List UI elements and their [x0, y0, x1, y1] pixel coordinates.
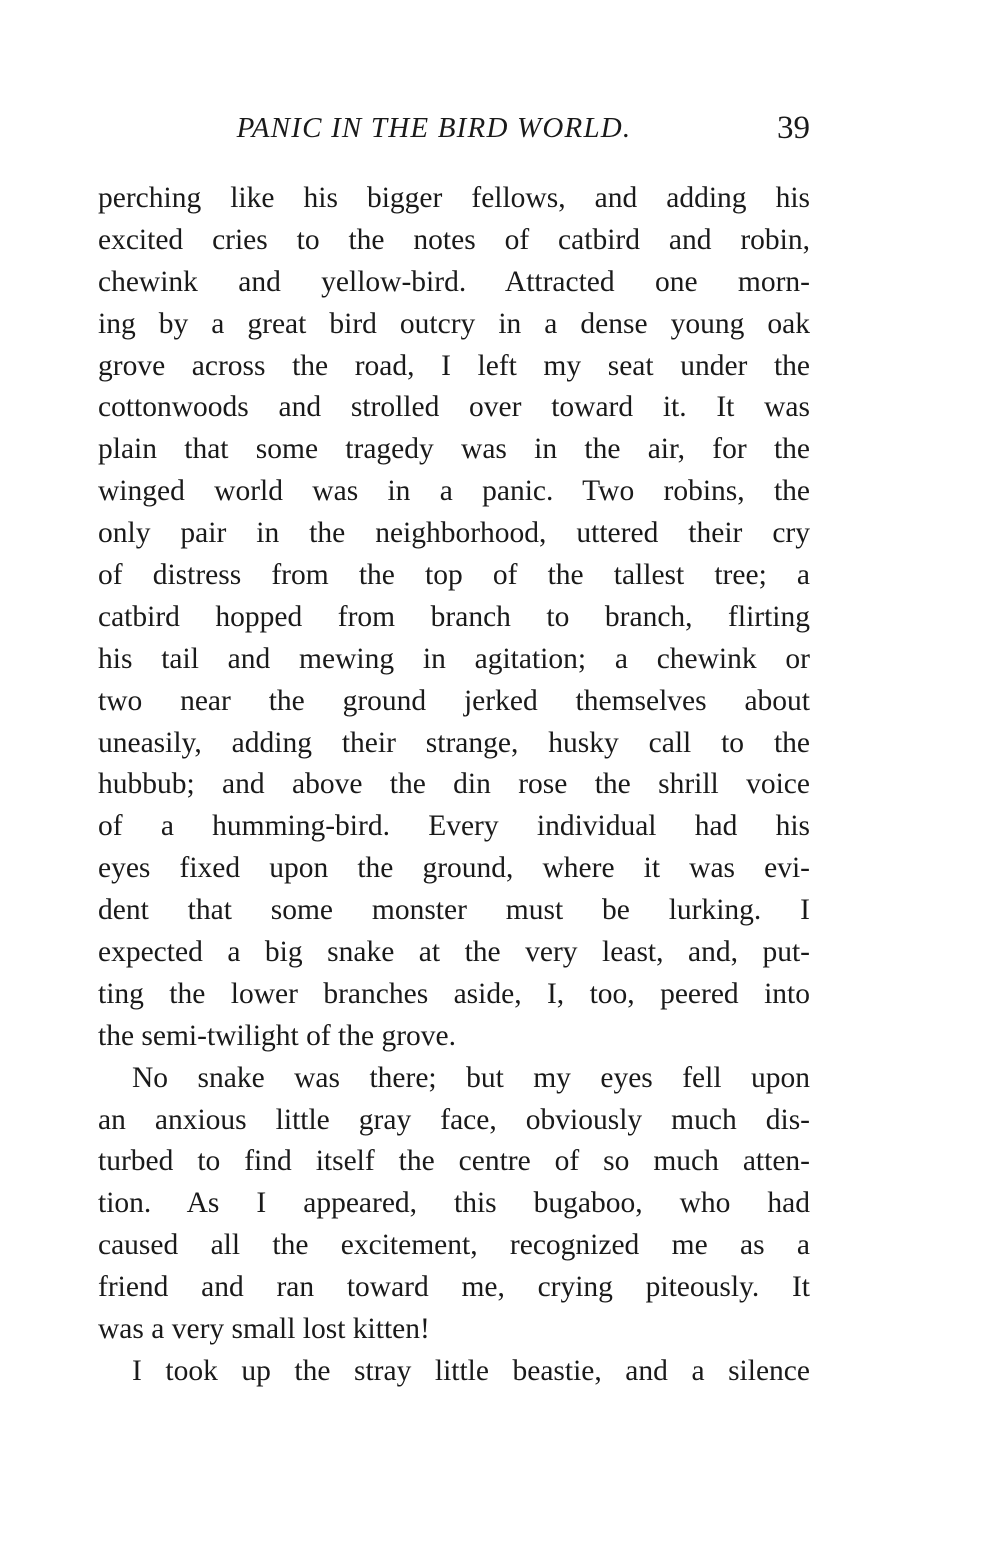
text-line: expected a big snake at the very least, and, put-: [98, 936, 810, 969]
text-line: ing by a great bird outcry in a dense young oak: [98, 307, 810, 340]
text-line: caused all the excitement, recognized me as a: [98, 1229, 810, 1262]
text-line: only pair in the neighborhood, uttered their cry: [98, 517, 810, 550]
text-line: of a humming-bird. Every individual had his: [98, 810, 810, 843]
body-text: [98, 178, 810, 1393]
text-line: grove across the road, I left my seat under the: [98, 349, 810, 382]
text-line: friend and ran toward me, crying piteously. It: [98, 1271, 810, 1304]
text-line: excited cries to the notes of catbird and robin,: [98, 223, 810, 256]
page-number: 39: [777, 110, 810, 146]
text-line: the semi-twilight of the grove.: [98, 1019, 457, 1052]
text-line: of distress from the top of the tallest tree; a: [98, 559, 810, 592]
text-line: winged world was in a panic. Two robins, the: [98, 475, 810, 508]
text-line: eyes fixed upon the ground, where it was evi-: [98, 852, 810, 885]
text-line: turbed to find itself the centre of so much atten-: [98, 1145, 810, 1178]
paragraph-3: [98, 1351, 810, 1393]
text-line: catbird hopped from branch to branch, flirting: [98, 600, 810, 633]
text-line: dent that some monster must be lurking. I: [98, 894, 810, 927]
running-head: [98, 112, 810, 160]
text-line: plain that some tragedy was in the air, for the: [98, 433, 810, 466]
text-line: an anxious little gray face, obviously much dis-: [98, 1103, 810, 1136]
paragraph-2: [98, 1058, 810, 1351]
text-line: tion. As I appeared, this bugaboo, who had: [98, 1187, 810, 1220]
text-line: perching like his bigger fellows, and adding his: [98, 182, 810, 214]
text-line: two near the ground jerked themselves about: [98, 684, 810, 717]
text-line: No snake was there; but my eyes fell upon: [132, 1061, 810, 1094]
text-line: was a very small lost kitten!: [98, 1313, 430, 1346]
text-line: chewink and yellow-bird. Attracted one morn-: [98, 265, 810, 298]
paragraph-1: [98, 178, 810, 1058]
running-title: PANIC IN THE BIRD WORLD.: [236, 112, 632, 144]
text-line: uneasily, adding their strange, husky call to the: [98, 726, 810, 759]
text-line: his tail and mewing in agitation; a chewink or: [98, 642, 810, 675]
text-line: I took up the stray little beastie, and a silence: [132, 1354, 810, 1387]
text-line: ting the lower branches aside, I, too, peered into: [98, 977, 810, 1010]
text-line: cottonwoods and strolled over toward it. It was: [98, 391, 810, 424]
text-line: hubbub; and above the din rose the shrill voice: [98, 768, 810, 801]
